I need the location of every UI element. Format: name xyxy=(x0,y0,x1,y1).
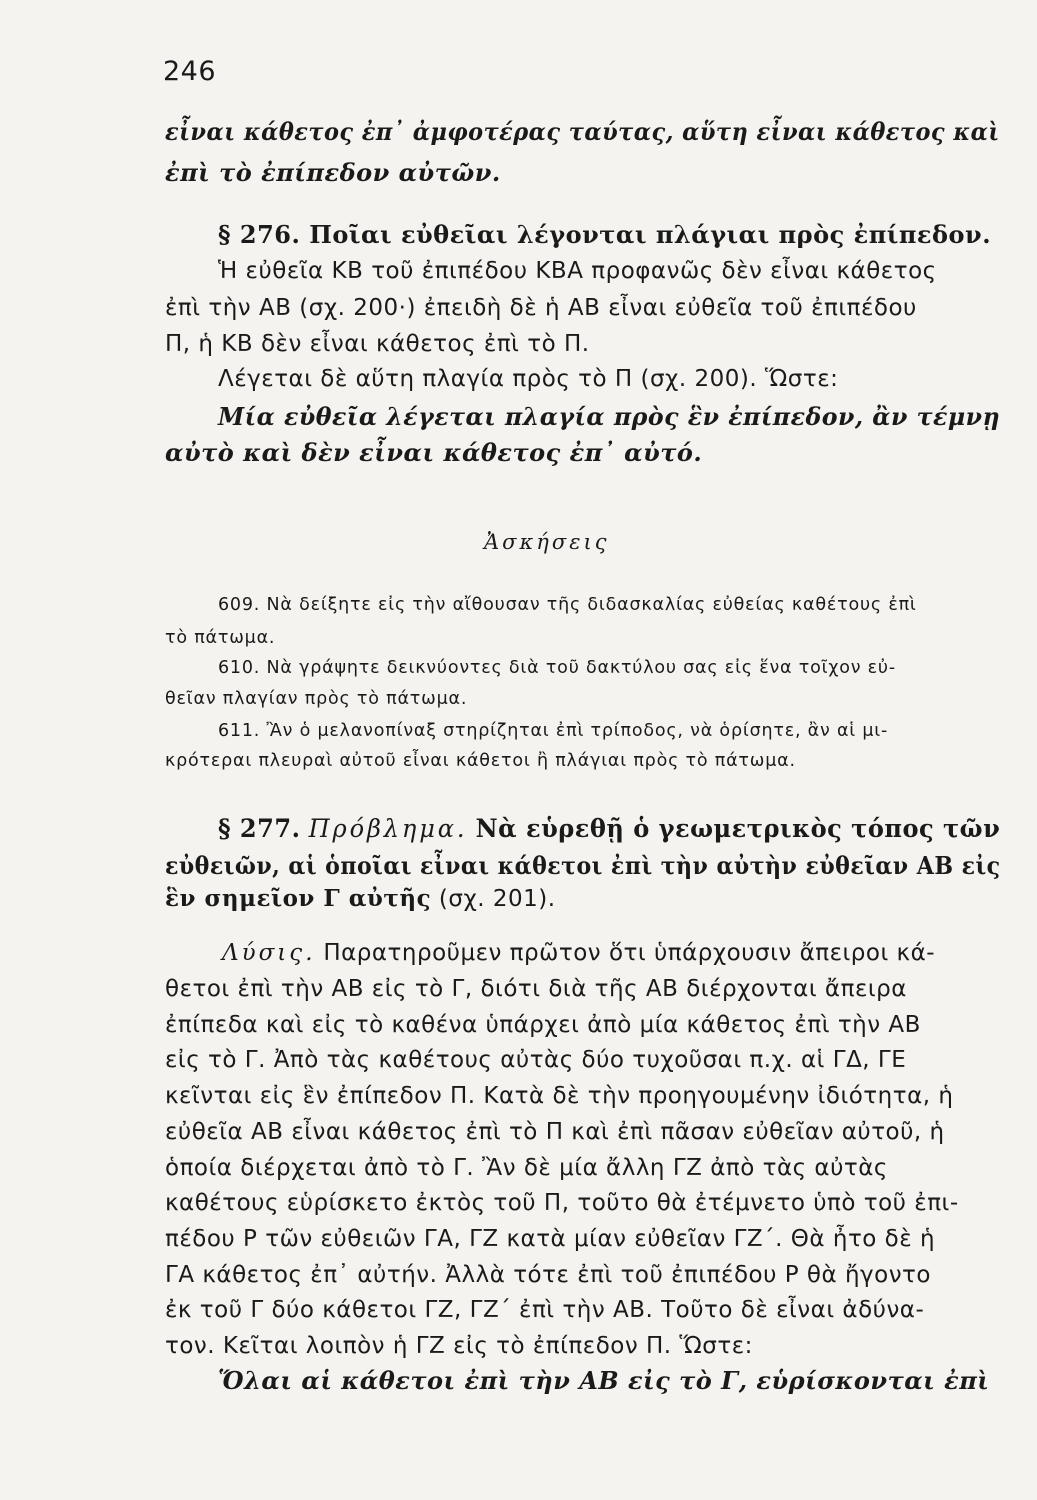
problem-label: Πρόβλημα. xyxy=(308,814,468,843)
exercise-line: θεῖαν πλαγίαν πρὸς τὸ πάτωμα. xyxy=(165,689,468,709)
problem-text: Νὰ εὑρεθῇ ὁ γεωμετρικὸς τόπος τῶν xyxy=(475,814,1001,843)
text-line xyxy=(165,885,556,912)
text-line: πέδου Ρ τῶν εὐθειῶν ΓΑ, ΓΖ κατὰ μίαν εὐθεῖαν ΓΖ΄. Θὰ ἦτο δὲ ἡ xyxy=(165,1226,936,1252)
text-line: Ἡ εὐθεῖα ΚΒ τοῦ ἐπιπέδου ΚΒΑ προφανῶς δὲν εἶναι κάθετος xyxy=(218,258,937,284)
text-line: αὐτὸ καὶ δὲν εἶναι κάθετος ἐπ᾽ αὐτό. xyxy=(165,438,703,467)
text-line: Μία εὐθεῖα λέγεται πλαγία πρὸς ἓν ἐπίπεδον, ἂν τέμνῃ xyxy=(218,402,1001,431)
text-line: εὐθειῶν, αἱ ὁποῖαι εἶναι κάθετοι ἐπὶ τὴν αὐτὴν εὐθεῖαν ΑΒ εἰς xyxy=(165,851,1001,880)
text-line: ἐπὶ τὴν ΑΒ (σχ. 200·) ἐπειδὴ δὲ ἡ ΑΒ εἶναι εὐθεῖα τοῦ ἐπιπέδου xyxy=(165,295,917,321)
text-line: ἐπίπεδα καὶ εἰς τὸ καθένα ὑπάρχει ἀπὸ μία κάθετος ἐπὶ τὴν ΑΒ xyxy=(165,1012,921,1038)
text-line: καθέτους εὑρίσκετο ἐκτὸς τοῦ Π, τοῦτο θὰ ἐτέμνετο ὑπὸ τοῦ ἐπι- xyxy=(165,1190,959,1216)
text-line: εἰς τὸ Γ. Ἀπὸ τὰς καθέτους αὐτὰς δύο τυχοῦσαι π.χ. αἱ ΓΔ, ΓΕ xyxy=(165,1047,907,1073)
exercise-line: τὸ πάτωμα. xyxy=(165,628,276,648)
text-line: ἐπὶ τὸ ἐπίπεδον αὐτῶν. xyxy=(165,158,501,187)
exercise-line: 609. Νὰ δείξητε εἰς τὴν αἴθουσαν τῆς διδασκαλίας εὐθείας καθέτους ἐπὶ xyxy=(218,595,917,615)
exercise-line: 611. Ἂν ὁ μελανοπίναξ στηρίζηται ἐπὶ τρίποδος, νὰ ὁρίσητε, ἂν αἱ μι- xyxy=(218,721,889,741)
section-number: § 277. xyxy=(218,814,301,843)
problem-text: ἓν σημεῖον Γ αὐτῆς xyxy=(165,885,432,912)
text-line: κεῖνται εἰς ἓν ἐπίπεδον Π. Κατὰ δὲ τὴν προηγουμένην ἰδιότητα, ἡ xyxy=(165,1083,954,1109)
exercise-line: κρότεραι πλευραὶ αὐτοῦ εἶναι κάθετοι ἢ πλάγιαι πρὸς τὸ πάτωμα. xyxy=(165,751,796,771)
text-line: ἐκ τοῦ Γ δύο κάθετοι ΓΖ, ΓΖ΄ ἐπὶ τὴν ΑΒ. Τοῦτο δὲ εἶναι ἀδύνα- xyxy=(165,1297,925,1323)
text-line: Ὅλαι αἱ κάθετοι ἐπὶ τὴν ΑΒ εἰς τὸ Γ, εὑρίσκονται ἐπὶ xyxy=(218,1366,990,1395)
problem-heading-line xyxy=(218,814,1000,843)
page-number: 246 xyxy=(163,56,217,87)
text-line: Π, ἡ ΚΒ δὲν εἶναι κάθετος ἐπὶ τὸ Π. xyxy=(165,331,590,357)
text-line: ΓΑ κάθετος ἐπ᾽ αὐτήν. Ἀλλὰ τότε ἐπὶ τοῦ ἐπιπέδου Ρ θὰ ἤγοντο xyxy=(165,1262,931,1288)
text-line: Λέγεται δὲ αὕτη πλαγία πρὸς τὸ Π (σχ. 200). Ὥστε: xyxy=(218,366,839,392)
solution-text: Παρατηροῦμεν πρῶτον ὅτι ὑπάρχουσιν ἄπειροι κά- xyxy=(323,940,936,966)
text-line: εἶναι κάθετος ἐπ᾽ ἀμφοτέρας ταύτας, αὕτη εἶναι κάθετος καὶ xyxy=(165,117,1000,146)
exercises-heading: Ἀσκήσεις xyxy=(484,530,610,554)
text-line xyxy=(222,940,935,966)
figure-ref: (σχ. 201). xyxy=(438,886,556,912)
exercise-line: 610. Νὰ γράψητε δεικνύοντες διὰ τοῦ δακτύλου σας εἰς ἕνα τοῖχον εὐ- xyxy=(218,658,896,678)
solution-label: Λύσις. xyxy=(222,940,316,966)
text-line: εὐθεῖα ΑΒ εἶναι κάθετος ἐπὶ τὸ Π καὶ ἐπὶ πᾶσαν εὐθεῖαν αὐτοῦ, ἡ xyxy=(165,1119,945,1145)
text-line: θετοι ἐπὶ τὴν ΑΒ εἰς τὸ Γ, διότι διὰ τῆς ΑΒ διέρχονται ἄπειρα xyxy=(165,976,907,1002)
text-line: ὁποία διέρχεται ἀπὸ τὸ Γ. Ἂν δὲ μία ἄλλη ΓΖ ἀπὸ τὰς αὐτὰς xyxy=(165,1155,888,1181)
section-heading: § 276. Ποῖαι εὐθεῖαι λέγονται πλάγιαι πρὸς ἐπίπεδον. xyxy=(218,220,992,249)
text-line: τον. Κεῖται λοιπὸν ἡ ΓΖ εἰς τὸ ἐπίπεδον Π. Ὥστε: xyxy=(165,1333,753,1359)
